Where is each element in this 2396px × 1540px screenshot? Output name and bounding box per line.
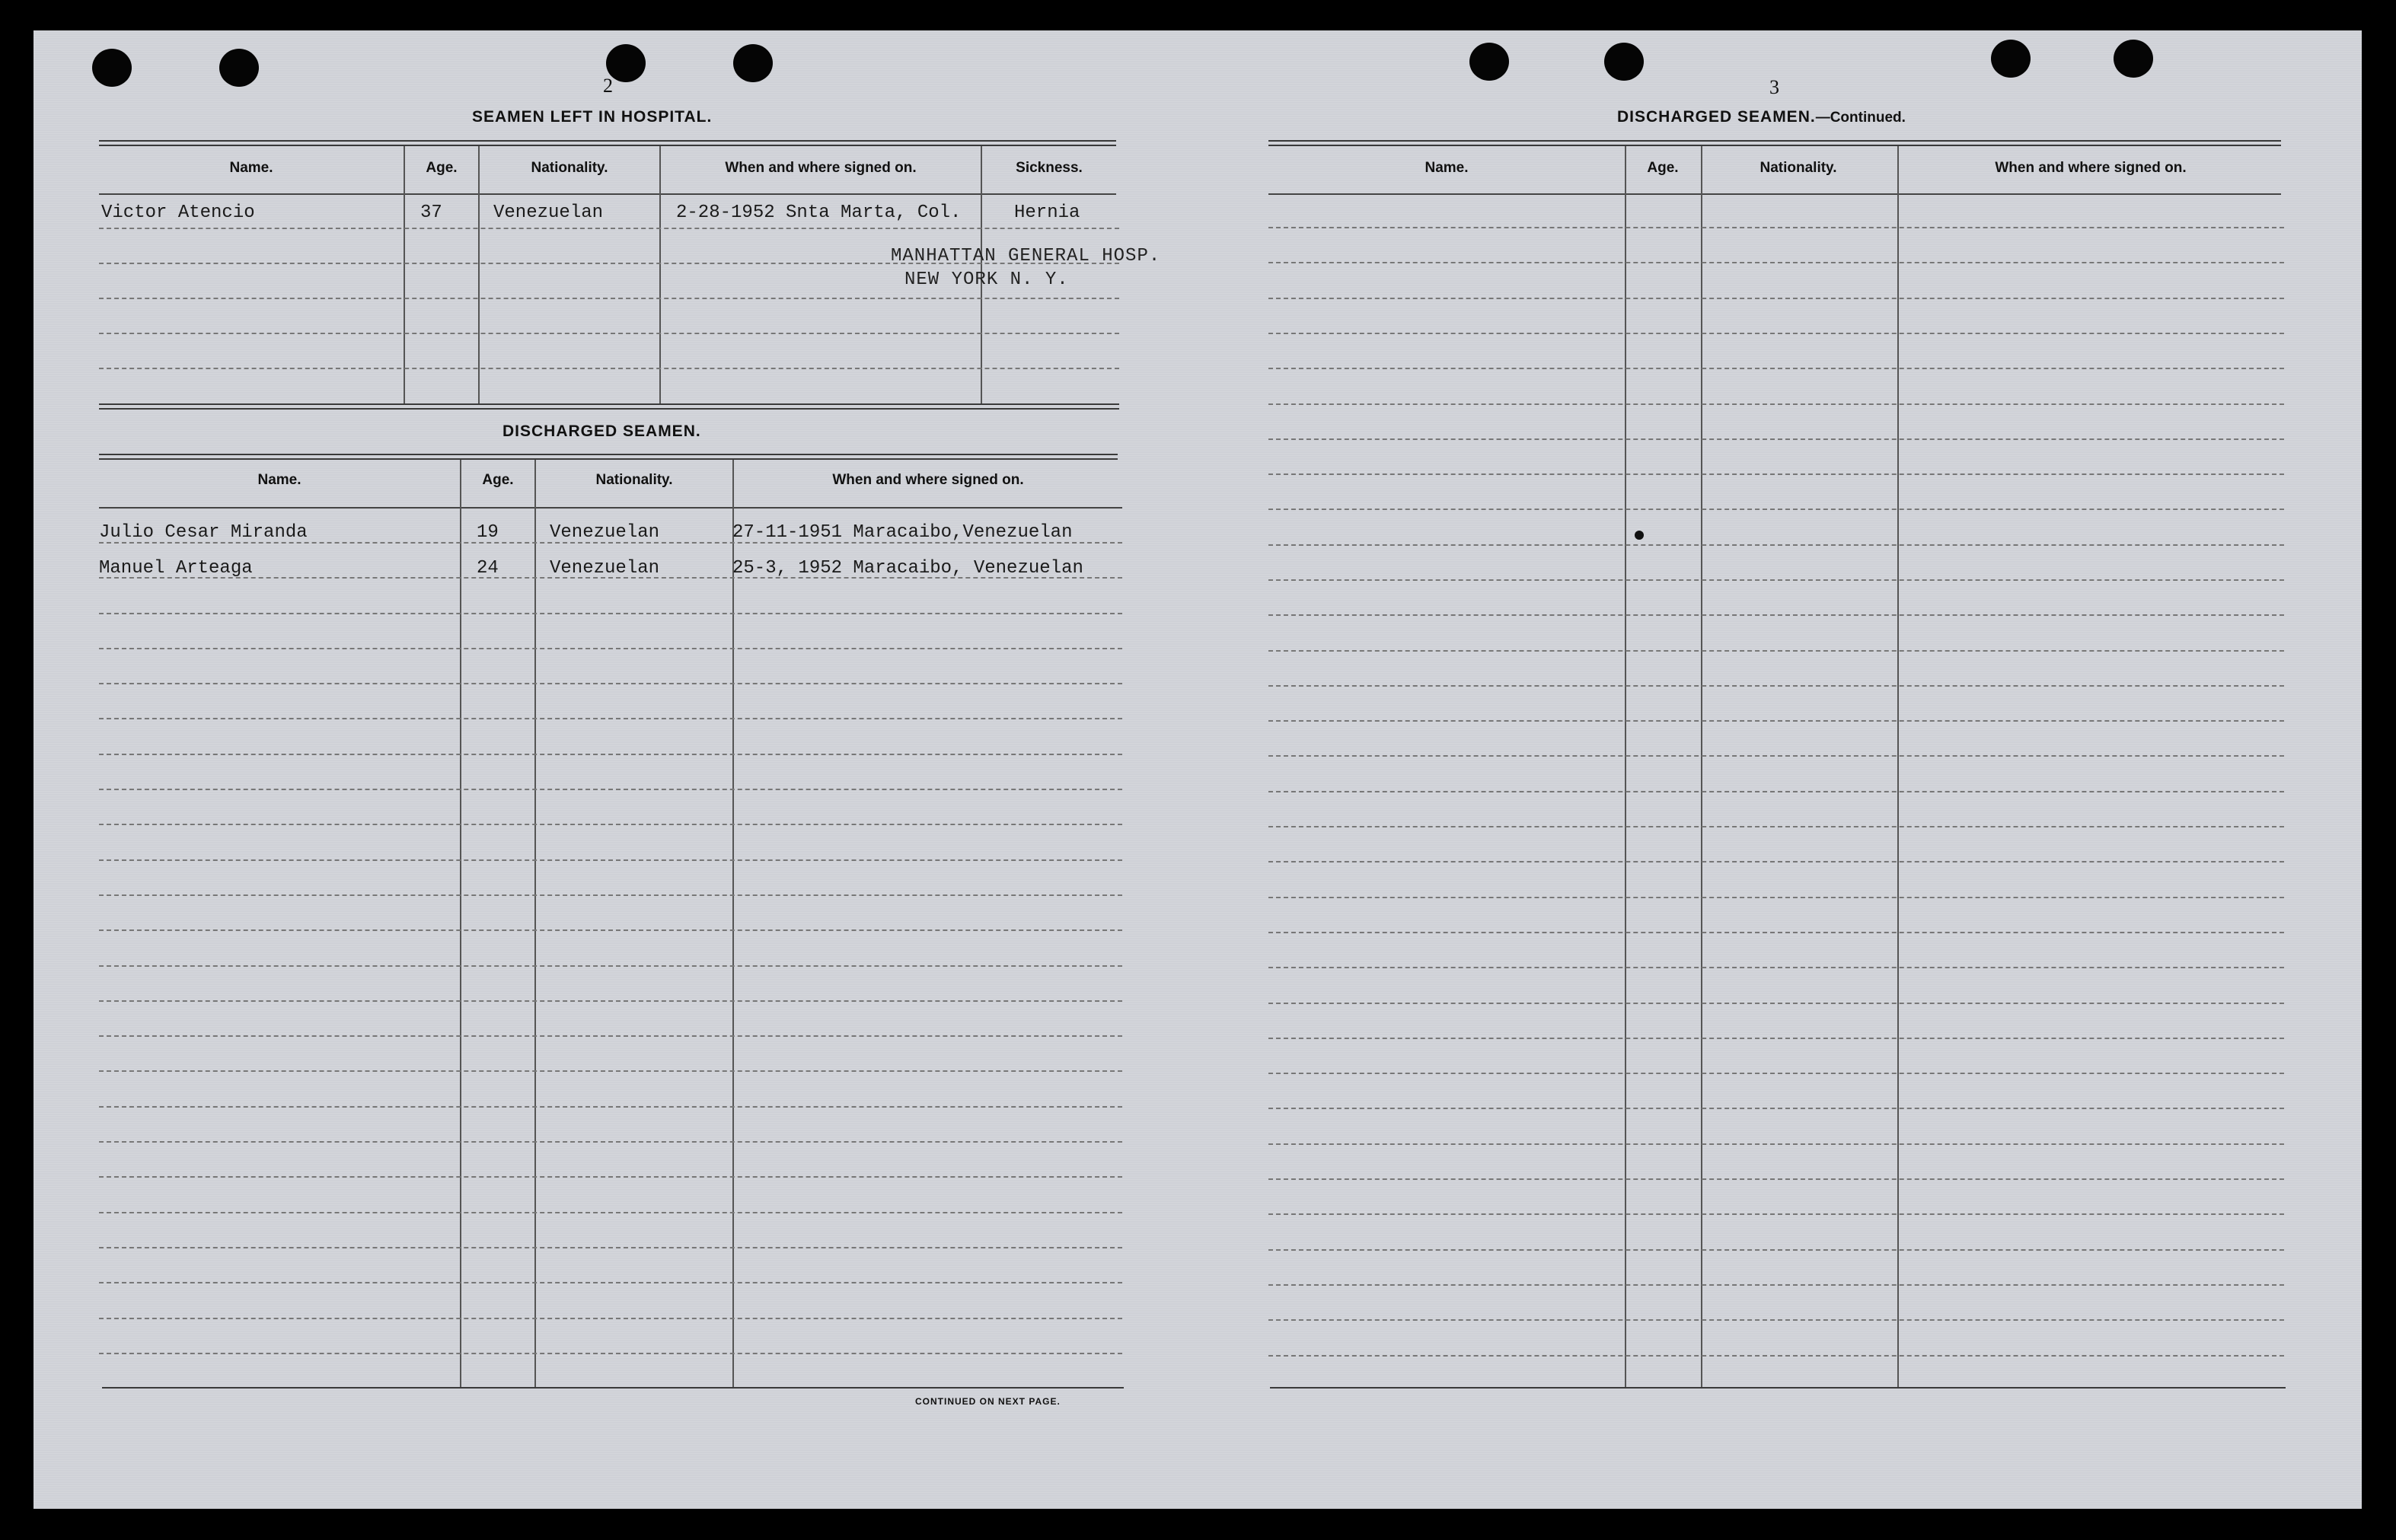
- entry-line: [1268, 1249, 2284, 1251]
- entry-line: [99, 228, 1119, 229]
- entry-line: [99, 754, 1122, 755]
- hospital-section-title: SEAMEN LEFT IN HOSPITAL.: [472, 108, 713, 126]
- col-header-signed-on: When and where signed on.: [725, 160, 917, 176]
- entry-line: [99, 613, 1122, 614]
- entry-line: [99, 894, 1122, 896]
- entry-line: [99, 1035, 1122, 1037]
- header-underline: [99, 193, 1116, 195]
- entry-line: [99, 368, 1119, 369]
- entry-line: [99, 824, 1122, 825]
- punch-hole: [733, 44, 773, 82]
- entry-line: [1268, 333, 2284, 334]
- entry-line: [99, 1176, 1122, 1178]
- entry-line: [1268, 1003, 2284, 1004]
- discharged-row-name: Julio Cesar Miranda: [99, 522, 308, 543]
- page-number-right: 3: [1769, 76, 1779, 98]
- entry-line: [1268, 298, 2284, 299]
- entry-line: [1268, 262, 2284, 263]
- hospital-row-name: Victor Atencio: [101, 202, 255, 223]
- entry-line: [1268, 1284, 2284, 1286]
- col-header-nationality: Nationality.: [531, 160, 608, 176]
- col-header-name: Name.: [229, 160, 273, 176]
- column-divider: [478, 146, 480, 405]
- discharged-row-age: 19: [477, 522, 499, 543]
- table-top-rule: [99, 140, 1116, 142]
- entry-line: [1268, 932, 2284, 933]
- entry-line: [1268, 544, 2284, 546]
- table-bottom-rule: [99, 408, 1119, 410]
- entry-line: [99, 1282, 1122, 1283]
- continued-footer: CONTINUED ON NEXT PAGE.: [915, 1396, 1061, 1407]
- right-section-title-suffix: —Continued.: [1815, 110, 1906, 126]
- discharged-row-nationality: Venezuelan: [550, 558, 660, 579]
- punch-hole: [92, 49, 132, 87]
- page-number-left: 2: [603, 75, 613, 97]
- column-divider: [404, 146, 405, 405]
- hospital-row-sickness: Hernia: [1014, 202, 1080, 223]
- entry-line: [99, 683, 1122, 684]
- hospital-stamp-line2: NEW YORK N. Y.: [904, 269, 1069, 290]
- discharged-row-name: Manuel Arteaga: [99, 558, 253, 579]
- entry-line: [99, 965, 1122, 967]
- column-divider: [460, 460, 461, 1389]
- entry-line: [1268, 1178, 2284, 1180]
- entry-line: [99, 1212, 1122, 1213]
- discharged-row-signed-on: 27-11-1951 Maracaibo,Venezuelan: [732, 522, 1073, 543]
- discharged-section-title: DISCHARGED SEAMEN.: [502, 422, 701, 440]
- entry-line: [99, 789, 1122, 790]
- ink-dot: [1635, 531, 1644, 540]
- entry-line: [1268, 579, 2284, 581]
- punch-hole: [2114, 40, 2153, 78]
- entry-line: [1268, 227, 2284, 228]
- entry-line: [1268, 1038, 2284, 1039]
- column-divider: [659, 146, 661, 405]
- col-header-age: Age.: [1647, 160, 1679, 176]
- entry-line: [1268, 1319, 2284, 1321]
- entry-line: [99, 718, 1122, 719]
- hospital-stamp-line1: MANHATTAN GENERAL HOSP.: [891, 246, 1161, 266]
- entry-line: [1268, 1073, 2284, 1074]
- entry-line: [1268, 1213, 2284, 1215]
- col-header-name: Name.: [257, 472, 301, 488]
- entry-line: [1268, 720, 2284, 722]
- entry-line: [99, 648, 1122, 649]
- entry-line: [1268, 755, 2284, 757]
- punch-hole: [1604, 43, 1644, 81]
- right-section-title: [1617, 108, 1906, 126]
- right-section-title-main: DISCHARGED SEAMEN.: [1617, 108, 1816, 126]
- punch-hole: [219, 49, 259, 87]
- punch-hole: [1469, 43, 1509, 81]
- table-top-rule: [1268, 140, 2281, 142]
- entry-line: [1268, 509, 2284, 510]
- entry-line: [1268, 1355, 2284, 1357]
- entry-line: [99, 929, 1122, 931]
- col-header-nationality: Nationality.: [595, 472, 673, 488]
- col-header-signed-on: When and where signed on.: [832, 472, 1024, 488]
- table-top-rule: [99, 145, 1116, 146]
- entry-line: [99, 1247, 1122, 1248]
- col-header-sickness: Sickness.: [1016, 160, 1083, 176]
- entry-line: [1268, 473, 2284, 475]
- entry-line: [1268, 650, 2284, 652]
- col-header-name: Name.: [1425, 160, 1469, 176]
- entry-line: [99, 333, 1119, 334]
- discharged-row-age: 24: [477, 558, 499, 579]
- entry-line: [1268, 861, 2284, 862]
- header-underline: [99, 507, 1122, 509]
- entry-line: [99, 1318, 1122, 1319]
- discharged-row-signed-on: 25-3, 1952 Maracaibo, Venezuelan: [732, 558, 1083, 579]
- col-header-nationality: Nationality.: [1760, 160, 1837, 176]
- col-header-age: Age.: [482, 472, 514, 488]
- entry-line: [99, 859, 1122, 861]
- entry-line: [1268, 403, 2284, 405]
- entry-line: [99, 298, 1119, 299]
- table-top-rule: [1268, 145, 2281, 146]
- entry-line: [99, 1353, 1122, 1354]
- table-top-rule: [99, 454, 1118, 455]
- discharged-row-nationality: Venezuelan: [550, 522, 660, 543]
- document-sheet: [33, 30, 2362, 1509]
- hospital-row-nationality: Venezuelan: [493, 202, 604, 223]
- table-bottom-rule: [102, 1387, 1124, 1389]
- column-divider: [534, 460, 536, 1389]
- table-bottom-rule: [1270, 1387, 2286, 1389]
- table-bottom-rule: [99, 403, 1119, 405]
- hospital-row-age: 37: [420, 202, 442, 223]
- entry-line: [1268, 897, 2284, 898]
- entry-line: [1268, 368, 2284, 369]
- entry-line: [1268, 1108, 2284, 1109]
- entry-line: [99, 1000, 1122, 1002]
- punch-hole: [1991, 40, 2031, 78]
- entry-line: [1268, 826, 2284, 827]
- entry-line: [1268, 438, 2284, 440]
- entry-line: [99, 1070, 1122, 1072]
- entry-line: [99, 1106, 1122, 1108]
- entry-line: [1268, 685, 2284, 687]
- entry-line: [99, 1141, 1122, 1143]
- header-underline: [1268, 193, 2281, 195]
- entry-line: [1268, 967, 2284, 968]
- entry-line: [1268, 791, 2284, 792]
- hospital-row-signed-on: 2-28-1952 Snta Marta, Col.: [676, 202, 962, 223]
- table-top-rule: [99, 458, 1118, 460]
- entry-line: [1268, 1143, 2284, 1145]
- col-header-age: Age.: [426, 160, 458, 176]
- col-header-signed-on: When and where signed on.: [1995, 160, 2187, 176]
- column-divider: [732, 460, 734, 1389]
- entry-line: [1268, 614, 2284, 616]
